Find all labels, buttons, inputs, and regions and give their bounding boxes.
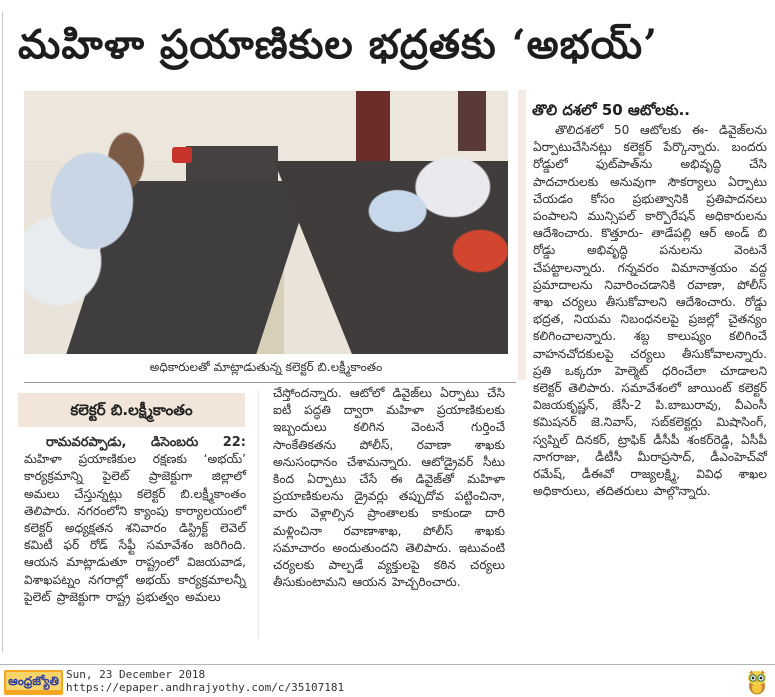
photo-people-right	[324, 131, 508, 291]
article-column-1	[24, 434, 246, 606]
caption-divider	[24, 382, 516, 383]
article-headline: మహిళా ప్రయాణికుల భద్రతకు ‘అభయ్‌’	[18, 21, 658, 68]
photo-people-left	[24, 121, 194, 321]
column-2-text: చేస్తోందన్నారు. ఆటోలో డివైజ్‌లు ఏర్పాటు చేసి ఐటీ పద్ధతి ద్వారా మహిళా ప్రయాణికులకు ఇబ్బందులు కలిగిన వెంటనే గుర్తించే సాంకేతికతను పోలీస్‌, రవాణా శాఖకు అనుసంధానం చేశామన్నారు. ఆటోడ్రైవర్‌ సీటు కింద ఏర్పాటు చేసే ఈ డివైజ్‌తో మహిళా ప్రయాణికులను డ్రైవర్లు తప్పుదోవ పట్టించినా, వారు వెళ్లాల్సిన ప్రాంతాలకు కాకుండా దారి మళ్లించినా రవాణాశాఖ, పోలీస్‌ శాఖకు సమాచారం అందుతుందని తెలిపారు. ఇటువంటి చర్యలకు పాల్పడే వ్యక్తులపై కఠిన చర్యలు తీసుకుంటామని ఆయన హెచ్చరించారు.	[273, 386, 505, 590]
publication-date: Sun, 23 December 2018	[66, 668, 206, 681]
dateline: రామవరప్పాడు, డిసెంబరు 22:	[46, 435, 246, 450]
andhrajyothy-logo[interactable]	[4, 670, 63, 695]
epaper-url[interactable]: https://epaper.andhrajyothy.com/c/35107181	[66, 681, 345, 694]
column-divider-shade	[518, 90, 526, 380]
article-subhead: తొలి దశలో 50 ఆటోలకు..	[532, 101, 690, 119]
article-column-2	[273, 385, 505, 591]
photo-red-chair	[172, 147, 192, 163]
column-1-text: మహిళా ప్రయాణికుల రక్షణకు ‘అభయ్‌’ కార్యక్రమాన్ని పైలెట్‌ ప్రాజెక్టుగా జిల్లాలో అమలు చేస్తున్నట్లు కలెక్టర్‌ బి.లక్ష్మీకాంతం తెలిపారు. నగరంలోని క్యాంపు కార్యాలయంలో కలెక్టర్‌ అధ్యక్షతన శనివారం డిస్ట్రిక్ట్‌ లెవెల్‌ కమిటీ ఫర్‌ రోడ్‌ సేఫ్టీ సమావేశం జరిగింది. ఆయన మాట్లాడుతూ రాష్ట్రంలో విజయవాడ, విశాఖపట్నం నగరాల్లో అభయ్‌ కార్యక్రమాలన్నీ పైలెట్‌ ప్రాజెక్టుగా రాష్ట్ర ప్రభుత్వం అమలు	[24, 452, 246, 604]
column-divider	[258, 390, 259, 638]
column-3-text: తొలిదశలో 50 ఆటోలకు ఈ- డివైజ్‌లను ఏర్పాటుచేసినట్లు కలెక్టర్‌ పేర్కొన్నారు. బందరు రోడ్డులో ఫుట్‌పాత్‌ను అభివృద్ధి చేసి పాదచారులకు అనువుగా సౌకర్యాలు ఏర్పాటు చేయడం కోసం ప్రభుత్వానికి ప్రతిపాదనలు పంపాలని మున్సిపల్‌ కార్పొరేషన్‌ అధికారులను ఆదేశించారు. కొత్తూరు- తాడేపల్లి ఆర్‌ అండ్‌ బి రోడ్డు అభివృద్ధి పనులను వెంటనే చేపట్టాలన్నారు. గన్నవరం విమానాశ్రయం వద్ద ప్రమాదాలను నివారించడానికి రవాణా, పోలీస్‌ శాఖ చర్యలు తీసుకోవాలని ఆదేశించారు. రోడ్డు భద్రత, నియమ నిబంధనలపై ప్రజల్లో చైతన్యం కలిగించాలన్నారు. శబ్ద కాలుష్యం కలిగించే వాహనచోదకులపై చర్యలు తీసుకోవాలన్నారు. ప్రతి ఒక్కరూ హెల్మెట్‌ ధరించేలా చూడాలని కలెక్టర్‌ తెలిపారు. సమావేశంలో జాయింట్‌ కలెక్టర్‌ విజయకృష్ణన్‌, జేసీ-2 పి.బాబురావు, వీఎంసీ కమిషనర్‌ జె.నివాస్‌, సబ్‌కలెక్టర్లు మిషాసింగ్‌, స్వప్నిల్‌ దినకర్‌, ట్రాఫిక్‌ డీసీపీ శంకర్‌రెడ్డి, ఏసీపీ నాగరాజు, డీటీసీ మీరాప్రసాద్‌, డీఎంహెచ్‌వో రమేష్‌, డీఈవో రాజ్యలక్ష్మి, వివిధ శాఖల అధికారులు, తదితరులు పాల్గొన్నారు.	[533, 123, 767, 499]
photo-caption: అధికారులతో మాట్లాడుతున్న కలెక్టర్‌ బి.లక్ష్మీకాంతం	[149, 360, 383, 374]
footer	[0, 665, 775, 697]
footer-meta	[66, 668, 344, 694]
page-left-border	[2, 12, 3, 652]
article-photo	[24, 91, 508, 354]
owl-icon	[746, 669, 768, 695]
article-column-3	[533, 122, 767, 500]
byline-box: కలెక్టర్‌ బి.లక్ష్మీకాంతం	[18, 393, 245, 427]
logo-text: ఆంధ్రజ్యోతి	[6, 672, 61, 690]
